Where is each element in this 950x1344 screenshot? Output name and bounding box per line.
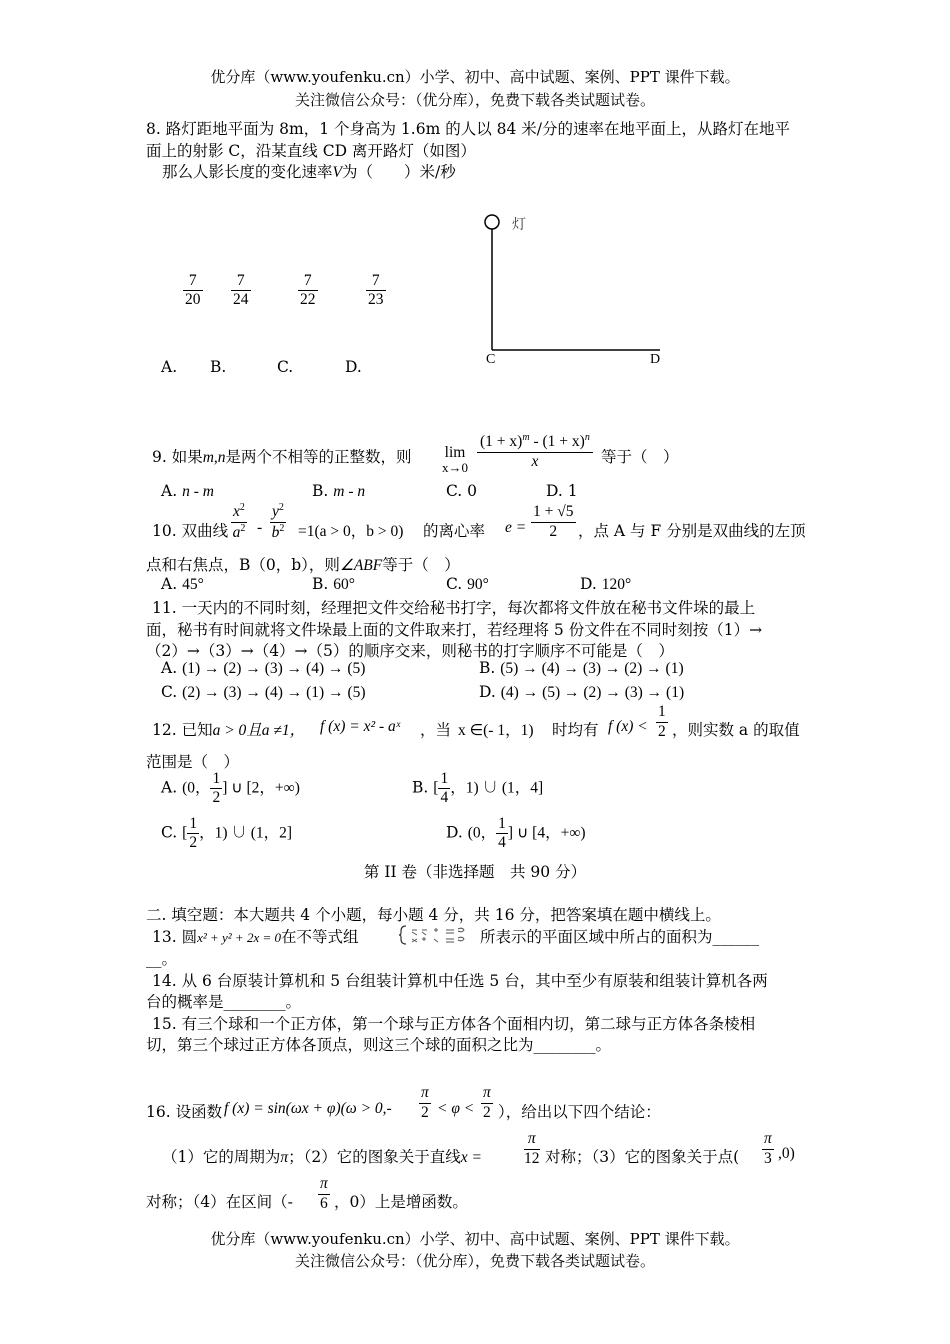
- q12-option-a: [161, 770, 300, 807]
- q9-suffix: 等于（ ）: [601, 448, 679, 466]
- q13-line-2: __。: [146, 950, 178, 968]
- q11-option-b: [479, 659, 684, 678]
- q9-mid-text: 是两个不相等的正整数，则: [225, 448, 412, 466]
- point-d-label: D: [650, 352, 661, 367]
- q16-frac-b-den: 2: [483, 1103, 491, 1121]
- q12-half-den: 2: [658, 722, 666, 740]
- q9-prefix: [152, 445, 412, 467]
- q9-opt-a-value: n - m: [182, 483, 214, 500]
- q14-text-1: 14. 从 6 台原装计算机和 5 台组装计算机中任选 5 台，其中至少有原装和组装计算机各两: [152, 972, 768, 990]
- q9-denominator: x: [531, 452, 539, 470]
- q13-prefix: 13. 圆: [152, 928, 198, 946]
- q8-frac-b-num: 7: [231, 272, 251, 291]
- q10-text-2: [146, 553, 460, 575]
- q9-opt-c-label: C.: [446, 482, 463, 500]
- q9-minus: -: [529, 433, 543, 451]
- q8-text-3a: 那么人影长度的变化速率: [162, 163, 333, 181]
- q16-frac-pi3: [762, 1130, 774, 1168]
- q13-mid: 在不等式组: [281, 928, 359, 946]
- q8-text-2: 面上的射影 C，沿某直线 CD 离开路灯（如图）: [146, 142, 476, 160]
- q12-opt-b-pre: [: [433, 779, 439, 797]
- point-c-label: C: [486, 352, 496, 367]
- q10-frac-x: $x^2$ $a^2$: [232, 502, 246, 541]
- q16-suffix: ），给出以下四个结论：: [498, 1103, 661, 1121]
- q10-ecc: 的离心率: [423, 522, 486, 540]
- q9-prefix-text: 9. 如果: [152, 448, 203, 466]
- q16-frac-pi12: [524, 1130, 540, 1168]
- q9-lim-sub: x→0: [442, 460, 468, 476]
- q12-range: x ∈(- 1，1): [458, 722, 534, 739]
- q9-lim: lim: [444, 444, 466, 461]
- footer-line-1: 优分库（www.youfenku.cn）小学、初中、高中试题、案例、PPT 课件下载。: [210, 1230, 740, 1248]
- q8-option-b: B.: [210, 358, 227, 376]
- lamp-circle: [485, 215, 499, 229]
- q10-opt-a-label: A.: [161, 575, 178, 593]
- q12-opt-a-post: ] ∪ [2，+∞): [222, 779, 300, 797]
- q11-opt-a-label: A.: [161, 659, 178, 677]
- q10-opt-d-value: 120°: [601, 576, 632, 593]
- q12-opt-b-label: B.: [412, 778, 429, 797]
- q16-frac-pi6: [318, 1175, 330, 1213]
- q8-var-v: V: [332, 164, 342, 181]
- q16-line-3b: ，0）上是增函数。: [334, 1193, 468, 1211]
- q11-text-1: 11. 一天内的不同时刻，经理把文件交给秘书打字，每次都将文件放在秘书文件垛的最上: [152, 599, 756, 617]
- q12-opt-b-post: ，1) ∪ (1，4]: [450, 779, 544, 797]
- q10-ecc-num: 1 + √5: [531, 503, 576, 523]
- q12-mid2: 时均有: [552, 721, 599, 739]
- lamp-label: 灯: [512, 217, 526, 233]
- q9-exp-m: m: [522, 432, 530, 443]
- q10-opt-d-label: D.: [580, 575, 597, 593]
- q12-text-2: 范围是（ ）: [146, 753, 240, 771]
- q8-frac-c-num: 7: [298, 272, 318, 291]
- q11-option-d: [479, 683, 684, 702]
- q9-opt-d-value: 1: [567, 482, 578, 500]
- q9-fraction: [477, 432, 593, 471]
- q16-line-3a: 对称；（4）在区间（-: [146, 1193, 293, 1211]
- q10-option-a: [161, 575, 204, 594]
- q12-opt-c-label: C.: [161, 823, 178, 842]
- q8-fraction-a: [183, 272, 203, 309]
- q8-option-a: A.: [161, 358, 178, 376]
- q10-ecc-frac: [531, 503, 576, 541]
- q10-text-2b: 等于（ ）: [382, 556, 460, 574]
- q8-text-1: 8. 路灯距地平面为 8m，1 个身高为 1.6m 的人以 84 米/分的速率在地平面上，从路灯在地平: [146, 120, 790, 138]
- q10-frac-y: $y^2$ $b^2$: [271, 502, 285, 541]
- section-2-heading: 二. 填空题：本大题共 4 个小题，每小题 4 分，共 16 分，把答案填在题中横线上。: [146, 906, 721, 924]
- q13-circle: x² + y² + 2x = 0: [197, 930, 282, 945]
- q12-func: f (x) = x² - aˣ: [320, 718, 401, 735]
- q12-option-c: [161, 815, 292, 852]
- q16-x-eq: x =: [460, 1149, 482, 1166]
- q16-frac-12-den: 12: [524, 1149, 540, 1167]
- q11-option-a: [161, 659, 365, 678]
- q8-frac-d-num: 7: [366, 272, 386, 291]
- q8-text-3: [162, 160, 456, 182]
- q12-opt-b-den: 4: [440, 788, 449, 806]
- q8-fraction-c: [298, 272, 318, 309]
- q16-prefix: 16. 设函数: [146, 1103, 223, 1121]
- q12-opt-c-den: 2: [189, 833, 198, 851]
- q16-frac-6-num: π: [318, 1175, 330, 1195]
- q11-opt-c-value: (2) → (3) → (4) → (1) → (5): [182, 684, 366, 701]
- q16-frac-a-den: 2: [421, 1103, 429, 1121]
- q9-option-b: [312, 482, 365, 501]
- q12-opt-a-pre: (0，: [182, 779, 211, 797]
- q8-frac-b-den: 24: [233, 290, 249, 308]
- q12-ineq: f (x) <: [608, 718, 648, 735]
- q13-line-1: [152, 925, 359, 947]
- q11-opt-d-label: D.: [479, 683, 496, 701]
- q9-opt-a-label: A.: [161, 482, 178, 500]
- q12-option-d: [446, 815, 586, 852]
- q16-c3: 对称；（3）它的图象关于点(: [545, 1148, 740, 1166]
- q10-opt-c-value: 90°: [467, 576, 489, 593]
- q10-option-d: [580, 575, 631, 594]
- q16-c1: [162, 1145, 482, 1167]
- q10-opt-b-label: B.: [312, 575, 329, 593]
- q12-suffix: ，则实数 a 的取值: [672, 721, 800, 739]
- q12-cond: a > 0且a ≠1，: [212, 722, 306, 739]
- q12-opt-d-pre: (0，: [467, 824, 497, 842]
- q8-frac-a-num: 7: [183, 272, 203, 291]
- q9-opt-d-label: D.: [546, 482, 563, 500]
- q12-option-b: [412, 770, 543, 807]
- q10-angle: ∠ABF: [339, 557, 383, 574]
- q16-frac-6-den: 6: [320, 1194, 328, 1212]
- q12-prefix: 12. 已知: [152, 721, 213, 739]
- q8-frac-d-den: 23: [368, 290, 384, 308]
- q8-frac-a-den: 20: [185, 290, 201, 308]
- q9-option-a: [161, 482, 214, 501]
- q12-line-1: [152, 718, 305, 740]
- footer-line-2: 关注微信公众号：（优分库），免费下载各类试题试卷。: [294, 1252, 655, 1270]
- q10-option-c: [446, 575, 489, 594]
- q11-opt-b-value: (5) → (4) → (3) → (2) → (1): [500, 660, 684, 677]
- q9-num-part-1: (1 + x): [480, 433, 523, 451]
- q8-fraction-d: [366, 272, 386, 309]
- q14-text-2: 台的概率是________。: [146, 993, 302, 1011]
- q16-mid: < φ <: [437, 1100, 475, 1117]
- q10-text-1: ，点 A 与 F 分别是双曲线的左顶: [578, 522, 806, 540]
- header-line-1: 优分库（www.youfenku.cn）小学、初中、高中试题、案例、PPT 课件下载。: [210, 68, 740, 86]
- q12-opt-b-num: 1: [440, 770, 449, 787]
- q12-opt-c-pre: [: [182, 824, 188, 842]
- q12-opt-c-num: 1: [189, 815, 198, 832]
- q13-suffix: 所表示的平面区域中所占的面积为______: [480, 928, 760, 946]
- q12-opt-d-post: ] ∪ [4，+∞): [507, 824, 586, 842]
- q12-opt-d-den: 4: [498, 833, 506, 851]
- q15-text-2: 切，第三个球过正方体各顶点，则这三个球的面积之比为________。: [146, 1036, 612, 1054]
- q9-opt-c-value: 0: [467, 482, 478, 500]
- q12-opt-a-den: 2: [212, 788, 221, 806]
- q10-minus: -: [257, 519, 263, 536]
- q12-mid: ，当: [420, 721, 452, 739]
- q10-e: e =: [505, 519, 527, 536]
- q9-vars: m,n: [202, 449, 226, 466]
- q9-option-d: [546, 482, 578, 500]
- q9-option-c: [446, 482, 477, 500]
- lamp-diagram: [470, 200, 680, 380]
- q11-text-2: 面，秘书有时间就将文件垛最上面的文件取来打，若经理将 5 份文件在不同时刻按（1）→: [146, 621, 763, 639]
- q8-option-d: D.: [345, 358, 362, 376]
- q16-c1-pi: π: [280, 1149, 289, 1166]
- q11-option-c: [161, 683, 366, 702]
- q11-opt-a-value: (1) → (2) → (3) → (4) → (5): [182, 660, 366, 677]
- inequality-system-glyph: [398, 924, 478, 946]
- q12-opt-c-post: ，1) ∪ (1，2]: [199, 824, 293, 842]
- q16-frac-3-den: 3: [764, 1149, 772, 1167]
- q9-opt-b-label: B.: [312, 482, 329, 500]
- header-line-2: 关注微信公众号：（优分库），免费下载各类试题试卷。: [294, 91, 655, 109]
- section-2-title: 第 II 卷（非选择题 共 90 分）: [363, 863, 587, 881]
- q16-frac-12-num: π: [524, 1130, 540, 1150]
- q16-frac-a-num: π: [419, 1084, 431, 1104]
- q10-ecc-den: 2: [549, 522, 558, 540]
- q11-opt-d-value: (4) → (5) → (2) → (3) → (1): [500, 684, 685, 701]
- q11-opt-b-label: B.: [479, 659, 496, 677]
- q8-frac-c-den: 22: [300, 290, 316, 308]
- q10-opt-c-label: C.: [446, 575, 463, 593]
- q9-limit: [442, 444, 468, 475]
- q10-opt-a-value: 45°: [182, 576, 204, 593]
- q12-opt-d-num: 1: [498, 815, 506, 832]
- q10-opt-b-value: 60°: [333, 576, 355, 593]
- q10-cond: =1(a > 0，b > 0): [298, 523, 404, 540]
- q8-fraction-b: [231, 272, 251, 309]
- q10-text-2a: 点和右焦点，B（0，b），则: [146, 556, 340, 574]
- q16-c3b: ,0): [778, 1145, 795, 1162]
- q16-frac-pi2-b: [481, 1084, 493, 1122]
- q11-opt-c-label: C.: [161, 683, 178, 701]
- q9-exp-n: n: [584, 432, 590, 443]
- q16-c1-text: （1）它的周期为: [162, 1148, 281, 1166]
- q8-text-3b: 为（ ）米/秒: [341, 163, 456, 181]
- q12-opt-a-num: 1: [212, 770, 221, 787]
- q16-func: f (x) = sin(ωx + φ)(ω > 0,-: [224, 1100, 392, 1117]
- q16-frac-3-num: π: [762, 1130, 774, 1150]
- q8-option-c: C.: [277, 358, 294, 376]
- q15-text-1: 15. 有三个球和一个正方体，第一个球与正方体各个面相内切，第二球与正方体各条棱相: [152, 1015, 756, 1033]
- q9-opt-b-value: m - n: [333, 483, 366, 500]
- q12-opt-a-label: A.: [161, 778, 178, 797]
- q11-text-3: （2）→（3）→（4）→（5）的顺序交来，则秘书的打字顺序不可能是（ ）: [146, 642, 674, 660]
- q9-num-part-2: (1 + x): [542, 433, 585, 451]
- q10-option-b: [312, 575, 355, 594]
- q16-frac-pi2-a: [419, 1084, 431, 1122]
- q12-opt-d-label: D.: [446, 823, 463, 842]
- q12-half-num: 1: [656, 703, 668, 723]
- q12-half: [656, 703, 668, 741]
- q16-frac-b-num: π: [481, 1084, 493, 1104]
- q16-c2-text: ；（2）它的图象关于直线: [288, 1148, 461, 1166]
- q10-prefix: 10. 双曲线: [152, 522, 229, 540]
